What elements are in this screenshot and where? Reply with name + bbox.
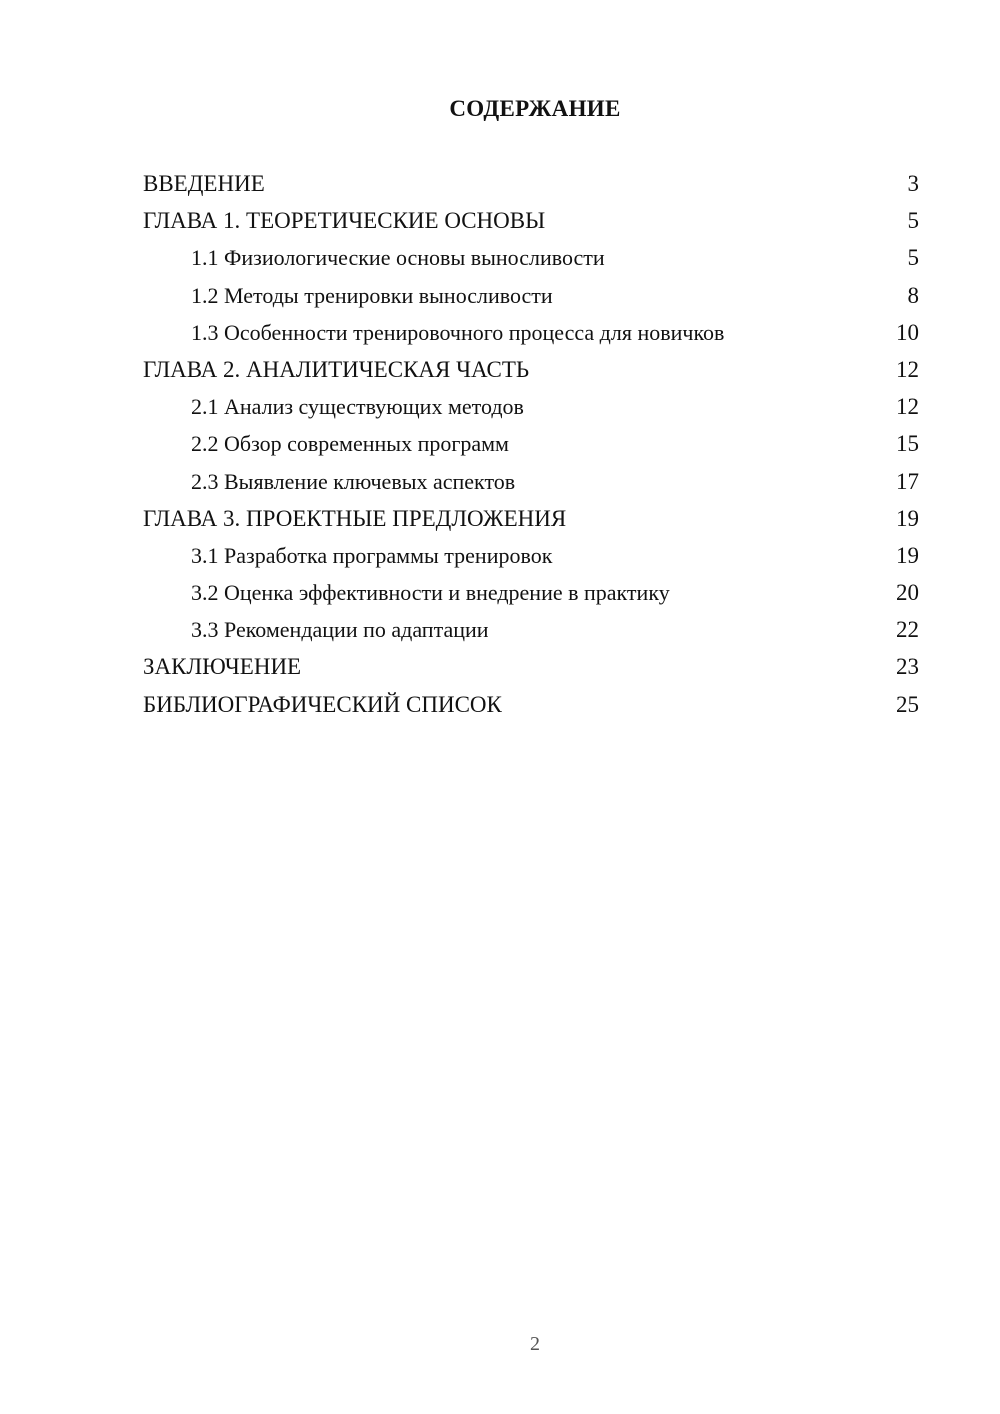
toc-entry-introduction[interactable]: [143, 169, 919, 206]
toc-entry-label: ГЛАВА 3. ПРОЕКТНЫЕ ПРЕДЛОЖЕНИЯ: [143, 505, 567, 531]
toc-entry-page: 10: [896, 319, 919, 345]
toc-entry-page: 20: [896, 580, 919, 606]
toc-entry-section-2-2[interactable]: [143, 429, 919, 466]
toc-entry-label: 1.1 Физиологические основы выносливости: [191, 245, 605, 271]
toc-entry-label: 1.2 Методы тренировки выносливости: [191, 282, 553, 308]
toc-entry-page: 23: [896, 654, 919, 680]
toc-entry-page: 17: [896, 468, 919, 494]
toc-entry-section-3-3[interactable]: [143, 615, 919, 652]
toc-entry-section-3-1[interactable]: [143, 541, 919, 578]
toc-entry-chapter-1[interactable]: [143, 206, 919, 243]
toc-entry-page: 19: [896, 542, 919, 568]
toc-entry-label: 1.3 Особенности тренировочного процесса для новичков: [191, 319, 725, 345]
toc-entry-section-1-1[interactable]: [143, 243, 919, 280]
toc-entry-chapter-2[interactable]: [143, 355, 919, 392]
toc-entry-section-2-3[interactable]: [143, 467, 919, 504]
toc-entry-page: 5: [907, 208, 919, 234]
toc-entry-conclusion[interactable]: [143, 652, 919, 689]
page-number: 2: [530, 1333, 540, 1355]
table-of-contents: [143, 169, 919, 727]
toc-entry-section-2-1[interactable]: [143, 392, 919, 429]
toc-entry-chapter-3[interactable]: [143, 504, 919, 541]
toc-entry-section-1-3[interactable]: [143, 318, 919, 355]
toc-entry-label: ГЛАВА 1. ТЕОРЕТИЧЕСКИЕ ОСНОВЫ: [143, 208, 546, 234]
toc-entry-page: 8: [907, 282, 919, 308]
toc-entry-label: 3.1 Разработка программы тренировок: [191, 542, 553, 568]
toc-entry-page: 12: [896, 356, 919, 382]
toc-entry-page: 19: [896, 505, 919, 531]
toc-heading: СОДЕРЖАНИЕ: [449, 96, 621, 121]
toc-entry-label: ВВЕДЕНИЕ: [143, 171, 265, 196]
toc-entry-page: 12: [896, 394, 919, 420]
toc-entry-label: ГЛАВА 2. АНАЛИТИЧЕСКАЯ ЧАСТЬ: [143, 356, 530, 382]
toc-entry-label: 2.1 Анализ существующих методов: [191, 394, 524, 420]
toc-entry-page: 15: [896, 431, 919, 457]
toc-entry-label: ЗАКЛЮЧЕНИЕ: [143, 654, 302, 680]
toc-entry-section-3-2[interactable]: [143, 578, 919, 615]
toc-entry-page: 25: [896, 691, 919, 717]
toc-entry-page: 3: [907, 171, 919, 196]
toc-entry-label: БИБЛИОГРАФИЧЕСКИЙ СПИСОК: [143, 691, 502, 717]
toc-entry-label: 2.2 Обзор современных программ: [191, 431, 509, 457]
toc-entry-page: 22: [896, 617, 919, 643]
toc-entry-label: 2.3 Выявление ключевых аспектов: [191, 468, 516, 494]
toc-entry-label: 3.2 Оценка эффективности и внедрение в практику: [191, 580, 670, 606]
toc-entry-page: 5: [907, 245, 919, 271]
toc-entry-section-1-2[interactable]: [143, 281, 919, 318]
toc-entry-bibliography[interactable]: [143, 690, 919, 727]
toc-entry-label: 3.3 Рекомендации по адаптации: [191, 617, 489, 643]
